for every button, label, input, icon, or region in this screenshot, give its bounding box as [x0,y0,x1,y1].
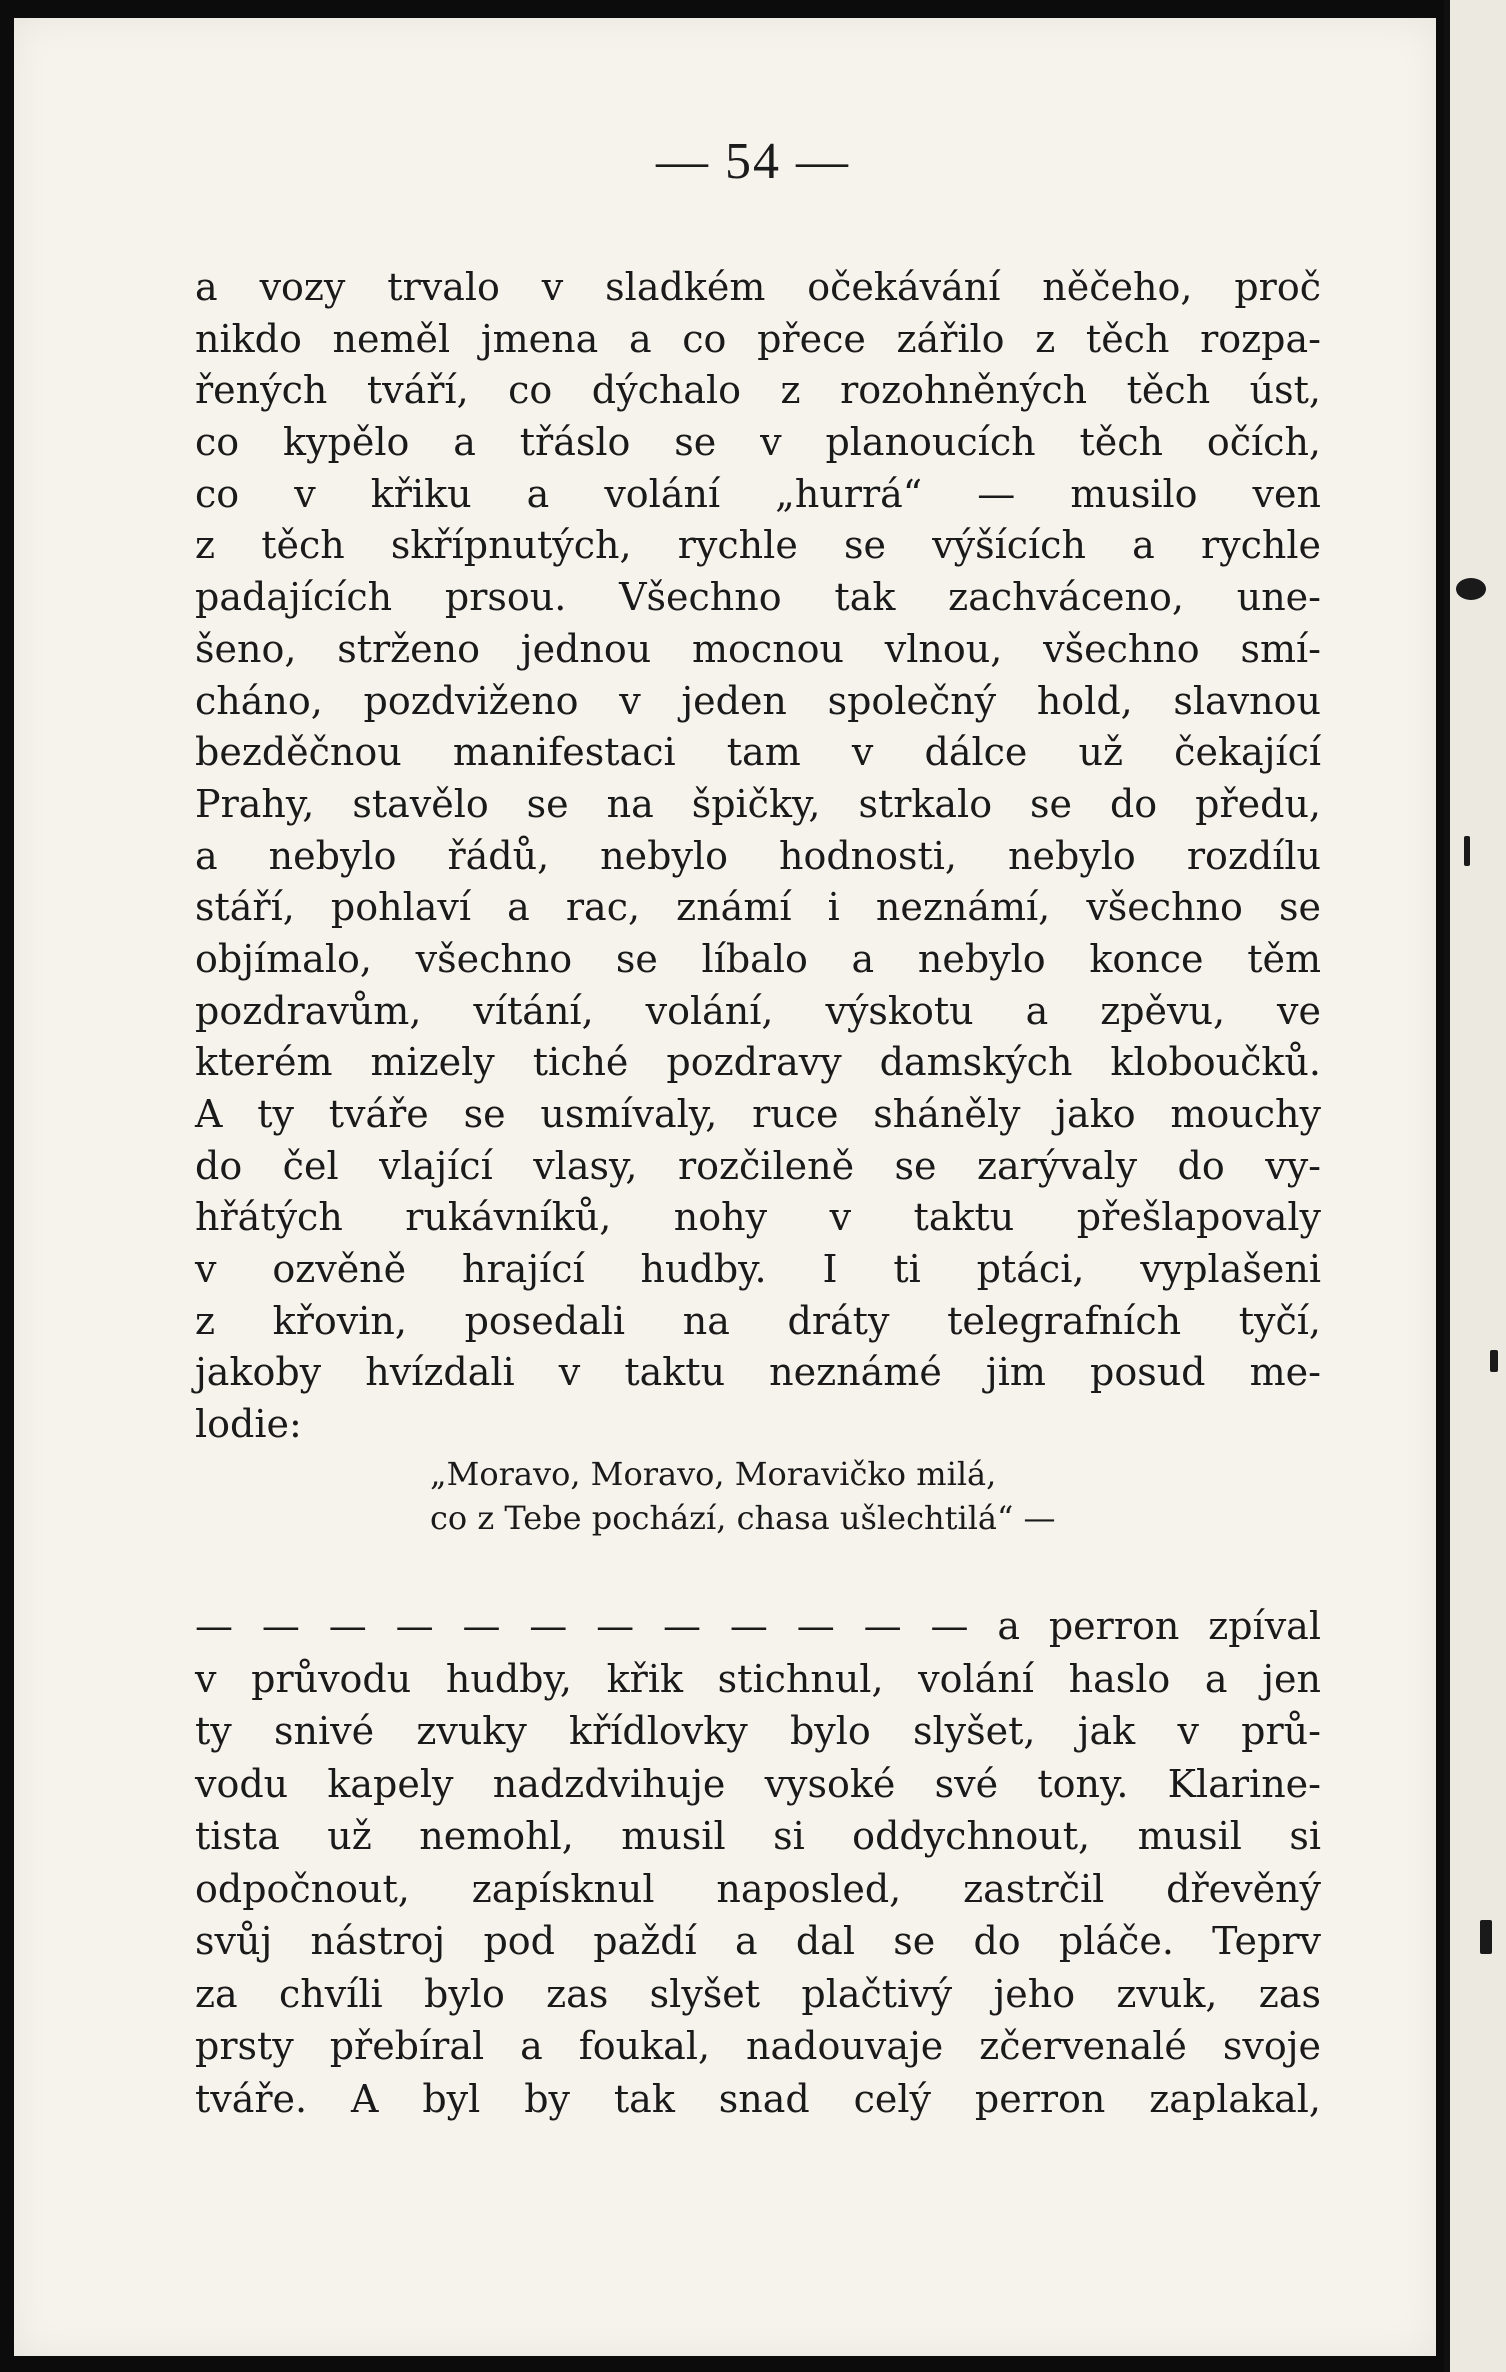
text-line: tista už nemohl, musil si oddychnout, musil si [195,1814,1321,1858]
text-line: kterém mizely tiché pozdravy damských kloboučků. [195,1040,1321,1085]
text-line: lodie: [195,1402,302,1447]
verse-line: „Moravo, Moravo, Moravičko milá, [430,1455,997,1493]
text-line: řených tváří, co dýchalo z rozohněných těch úst, [195,368,1321,413]
text-line: hřátých rukávníků, nohy v taktu přešlapovaly [195,1195,1321,1240]
paragraph-2 [195,1600,1321,2125]
text-line: a vozy trvalo v sladkém očekávání něčeho, proč [195,265,1321,309]
paragraph-1 [195,262,1321,1451]
text-line: v průvodu hudby, křik stichnul, volání haslo a jen [195,1656,1321,1701]
ink-mark [1456,578,1486,600]
text-line: nikdo neměl jmena a co přece zářilo z těch rozpa- [195,316,1321,361]
page-number: — 54 — [656,133,850,190]
verse-line: co z Tebe pochází, chasa ušlechtilá“ — [430,1499,1056,1537]
text-line: prsty přebíral a foukal, nadouvaje zčervenalé svoje [195,2024,1321,2068]
adjacent-page-edge [1444,0,1506,2372]
text-line: — — — — — — — — — — — — a perron zpíval [195,1604,1321,1648]
text-line: A ty tváře se usmívaly, ruce sháněly jako mouchy [195,1092,1321,1136]
ink-mark [1464,836,1470,866]
text-line: z těch skřípnutých, rychle se výšících a rychle [195,523,1321,568]
text-line: z křovin, posedali na dráty telegrafních tyčí, [195,1298,1321,1343]
text-line: ty snivé zvuky křídlovky bylo slyšet, jak v prů- [195,1709,1321,1753]
text-line: za chvíli bylo zas slyšet plačtivý jeho zvuk, zas [195,1971,1321,2016]
ink-mark [1480,1920,1492,1954]
text-line: pozdravům, vítání, volání, výskotu a zpěvu, ve [195,988,1321,1033]
text-line: vodu kapely nadzdvihuje vysoké své tony. Klarine- [195,1761,1321,1806]
text-line: objímalo, všechno se líbalo a nebylo konce těm [195,936,1321,981]
text-line: svůj nástroj pod paždí a dal se do pláče. Teprv [195,1919,1321,1963]
text-line: tváře. A byl by tak snad celý perron zaplakal, [195,2076,1321,2121]
text-line: šeno, strženo jednou mocnou vlnou, všechno smí- [195,626,1321,671]
verse-quote [430,1452,1056,1540]
text-line: padajících prsou. Všechno tak zachváceno, une- [195,575,1321,620]
text-line: co kypělo a třáslo se v planoucích těch očích, [195,420,1321,465]
text-line: cháno, pozdviženo v jeden společný hold, slavnou [195,678,1321,723]
text-line: a nebylo řádů, nebylo hodnosti, nebylo rozdílu [195,833,1321,878]
text-line: stáří, pohlaví a rac, známí i neznámí, všechno se [195,885,1321,930]
text-line: do čel vlající vlasy, rozčileně se zarývaly do vy- [195,1143,1321,1188]
text-line: odpočnout, zapísknul naposled, zastrčil dřevěný [195,1866,1321,1911]
text-line: v ozvěně hrající hudby. I ti ptáci, vyplašeni [195,1247,1321,1292]
text-line: Prahy, stavělo se na špičky, strkalo se do předu, [195,781,1321,826]
ink-mark [1490,1350,1498,1372]
text-line: jakoby hvízdali v taktu neznámé jim posud me- [195,1350,1321,1395]
text-line: co v křiku a volání „hurrá“ — musilo ven [195,471,1321,516]
text-line: bezděčnou manifestaci tam v dálce už čekající [195,730,1321,775]
